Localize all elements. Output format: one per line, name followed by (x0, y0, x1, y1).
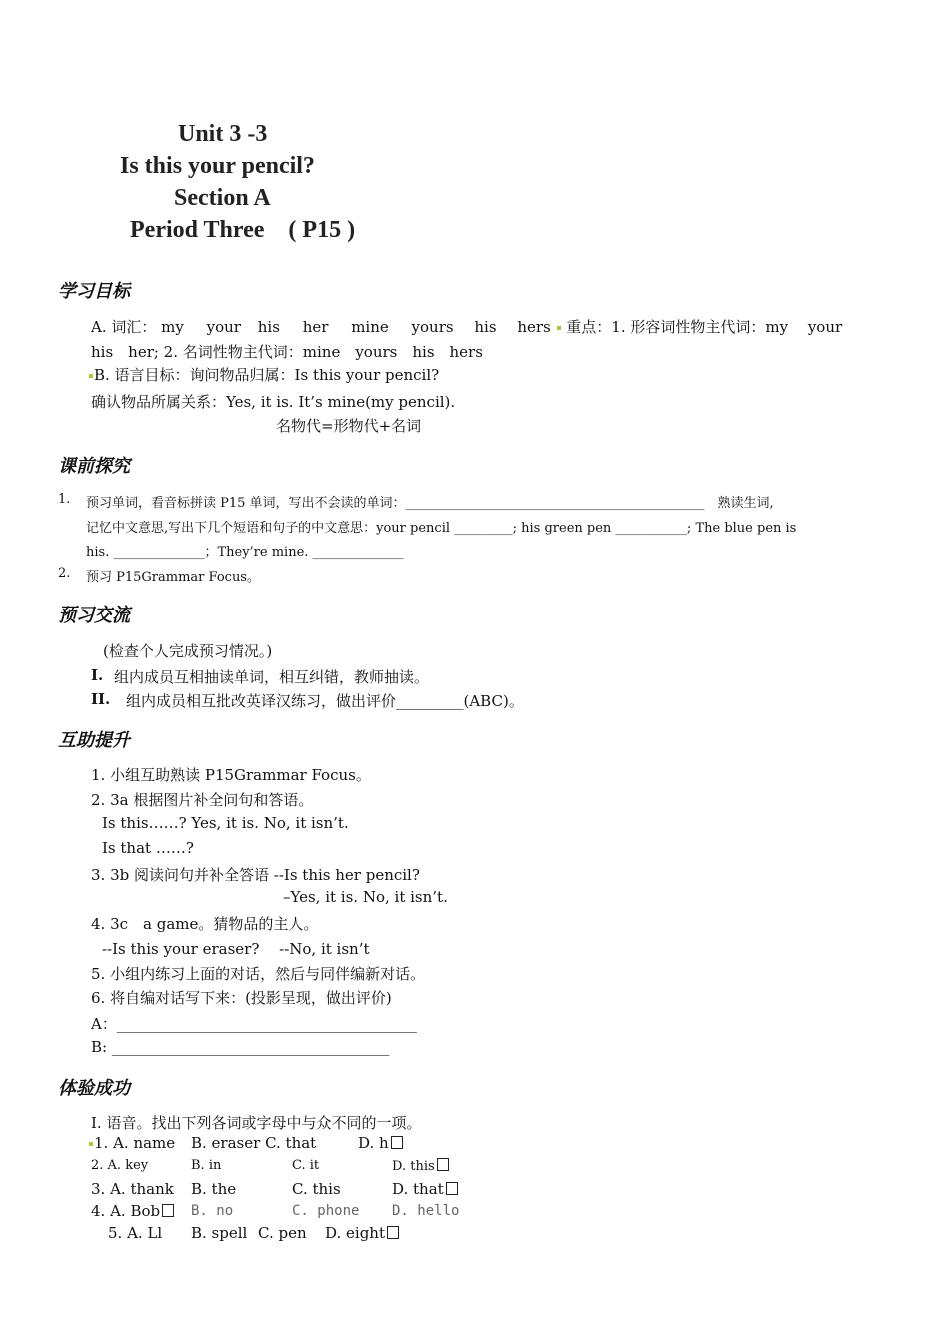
exchange-i-text: 组内成员互相抽读单词，相互纠错，教师抽读。 (114, 668, 430, 686)
exchange-i-label: I. (91, 666, 104, 684)
question-2-d (392, 1158, 449, 1174)
option-text: D. eight (325, 1224, 385, 1242)
answer-box[interactable] (162, 1204, 174, 1217)
question-3-d (392, 1180, 458, 1198)
question-5-d (325, 1224, 399, 1242)
answer-box[interactable] (387, 1226, 399, 1239)
answer-box[interactable] (446, 1182, 458, 1195)
dialogue-a-blank[interactable]: A：________________________________________ (91, 1015, 417, 1033)
option-text: 4. A. Bob (91, 1202, 161, 1220)
vocab-word: your (206, 318, 241, 336)
exchange-ii-label: II. (91, 690, 111, 708)
key-point: 重点：1. 形容词性物主代词：my your (566, 318, 843, 336)
goals-vocab-line (91, 316, 842, 337)
question-2-a: 2. A. key (91, 1158, 149, 1173)
exchange-ii-text: 组内成员相互批改英译汉练习，做出评价_________(ABC)。 (126, 692, 524, 710)
option-text: D. this (392, 1159, 435, 1174)
preview-item1-line3: his. ______________；They’re mine. ______________ (86, 545, 404, 560)
preview-item2: 预习 P15Grammar Focus。 (86, 570, 260, 585)
goals-b-text: B. 语言目标：询问物品归属：Is this your pencil? (94, 366, 440, 384)
question-5-c: C. pen (258, 1224, 307, 1242)
question-3-c: C. this (292, 1180, 341, 1198)
vocab-word: hers (517, 318, 551, 336)
answer-box[interactable] (437, 1158, 449, 1171)
option-text: D. h (358, 1134, 389, 1152)
preview-num-2: 2. (58, 566, 71, 581)
vocab-word: his (474, 318, 497, 336)
question-1-d (358, 1134, 403, 1152)
vocab-word: my (161, 318, 184, 336)
heading-mutual: 互助提升 (58, 730, 130, 751)
vocab-word: her (302, 318, 329, 336)
question-4-b: B. no (191, 1203, 234, 1219)
mutual-line: –Yes, it is. No, it isn’t. (283, 888, 448, 906)
heading-preview: 课前探究 (58, 456, 130, 477)
mutual-line: --Is this your eraser? --No, it isn’t (102, 940, 370, 958)
vocab-word: his (257, 318, 280, 336)
title-block (120, 118, 420, 246)
answer-box[interactable] (391, 1136, 403, 1149)
marker-dot (557, 326, 561, 330)
mutual-line: Is this……? Yes, it is. No, it isn’t. (102, 814, 349, 832)
preview-item1-line2: 记忆中文意思,写出下几个短语和句子的中文意思：your pencil _________; his green pen ___________; The blue pen is (86, 521, 797, 536)
question-5-b: B. spell (191, 1224, 248, 1242)
mutual-line: 6. 将自编对话写下来：(投影呈现，做出评价) (91, 989, 392, 1007)
heading-goals: 学习目标 (58, 281, 130, 302)
preview-item1-line1: 预习单词，看音标拼读 P15 单词，写出不会读的单词：______________________________________________ 熟读生词, (86, 496, 774, 511)
question-1-bc: B. eraser C. that (191, 1134, 317, 1152)
question-5-a: 5. A. Ll (108, 1224, 163, 1242)
question-4-c: C. phone (292, 1203, 360, 1219)
mutual-line: 3. 3b 阅读问句并补全答语 --Is this her pencil? (91, 866, 420, 884)
phonics-intro: I. 语音。找出下列各词或字母中与众不同的一项。 (91, 1114, 422, 1132)
question-4-a (91, 1202, 174, 1220)
mutual-line: 5. 小组内练习上面的对话，然后与同伴编新对话。 (91, 965, 426, 983)
marker-dot (89, 374, 93, 378)
period-title: Period Three ( P15 ) (130, 217, 356, 243)
mutual-line: Is that ……? (102, 839, 194, 857)
marker-dot (89, 1142, 93, 1146)
exchange-note: (检查个人完成预习情况。) (103, 642, 273, 660)
option-text: 1. A. name (94, 1134, 176, 1152)
mutual-line: 1. 小组互助熟读 P15Grammar Focus。 (91, 766, 371, 784)
goals-line2: his her; 2. 名词性物主代词：mine yours his hers (91, 343, 483, 361)
section-title: Section A (174, 185, 271, 211)
option-text: D. that (392, 1180, 444, 1198)
vocab-word: mine (351, 318, 389, 336)
vocab-word: yours (411, 318, 454, 336)
goals-b-line (88, 364, 439, 385)
mutual-line: 2. 3a 根据图片补全问句和答语。 (91, 791, 314, 809)
goals-confirm: 确认物品所属关系：Yes, it is. It’s mine(my pencil). (91, 393, 456, 411)
dialogue-b-blank[interactable]: B: _____________________________________ (91, 1038, 390, 1056)
question-1-a (88, 1134, 175, 1152)
question-3-a: 3. A. thank (91, 1180, 174, 1198)
question-4-d: D. hello (392, 1203, 460, 1219)
preview-num-1: 1. (58, 492, 71, 507)
question-2-b: B. in (191, 1158, 222, 1173)
heading-success: 体验成功 (58, 1078, 130, 1099)
heading-exchange: 预习交流 (58, 605, 130, 626)
unit-title: Unit 3 -3 (178, 121, 268, 147)
goals-formula: 名物代=形物代+名词 (276, 417, 422, 435)
vocab-label: A. 词汇： (91, 318, 157, 336)
question-3-b: B. the (191, 1180, 237, 1198)
lesson-title: Is this your pencil? (120, 153, 315, 179)
question-2-c: C. it (292, 1158, 320, 1173)
mutual-line: 4. 3c a game。猜物品的主人。 (91, 915, 319, 933)
